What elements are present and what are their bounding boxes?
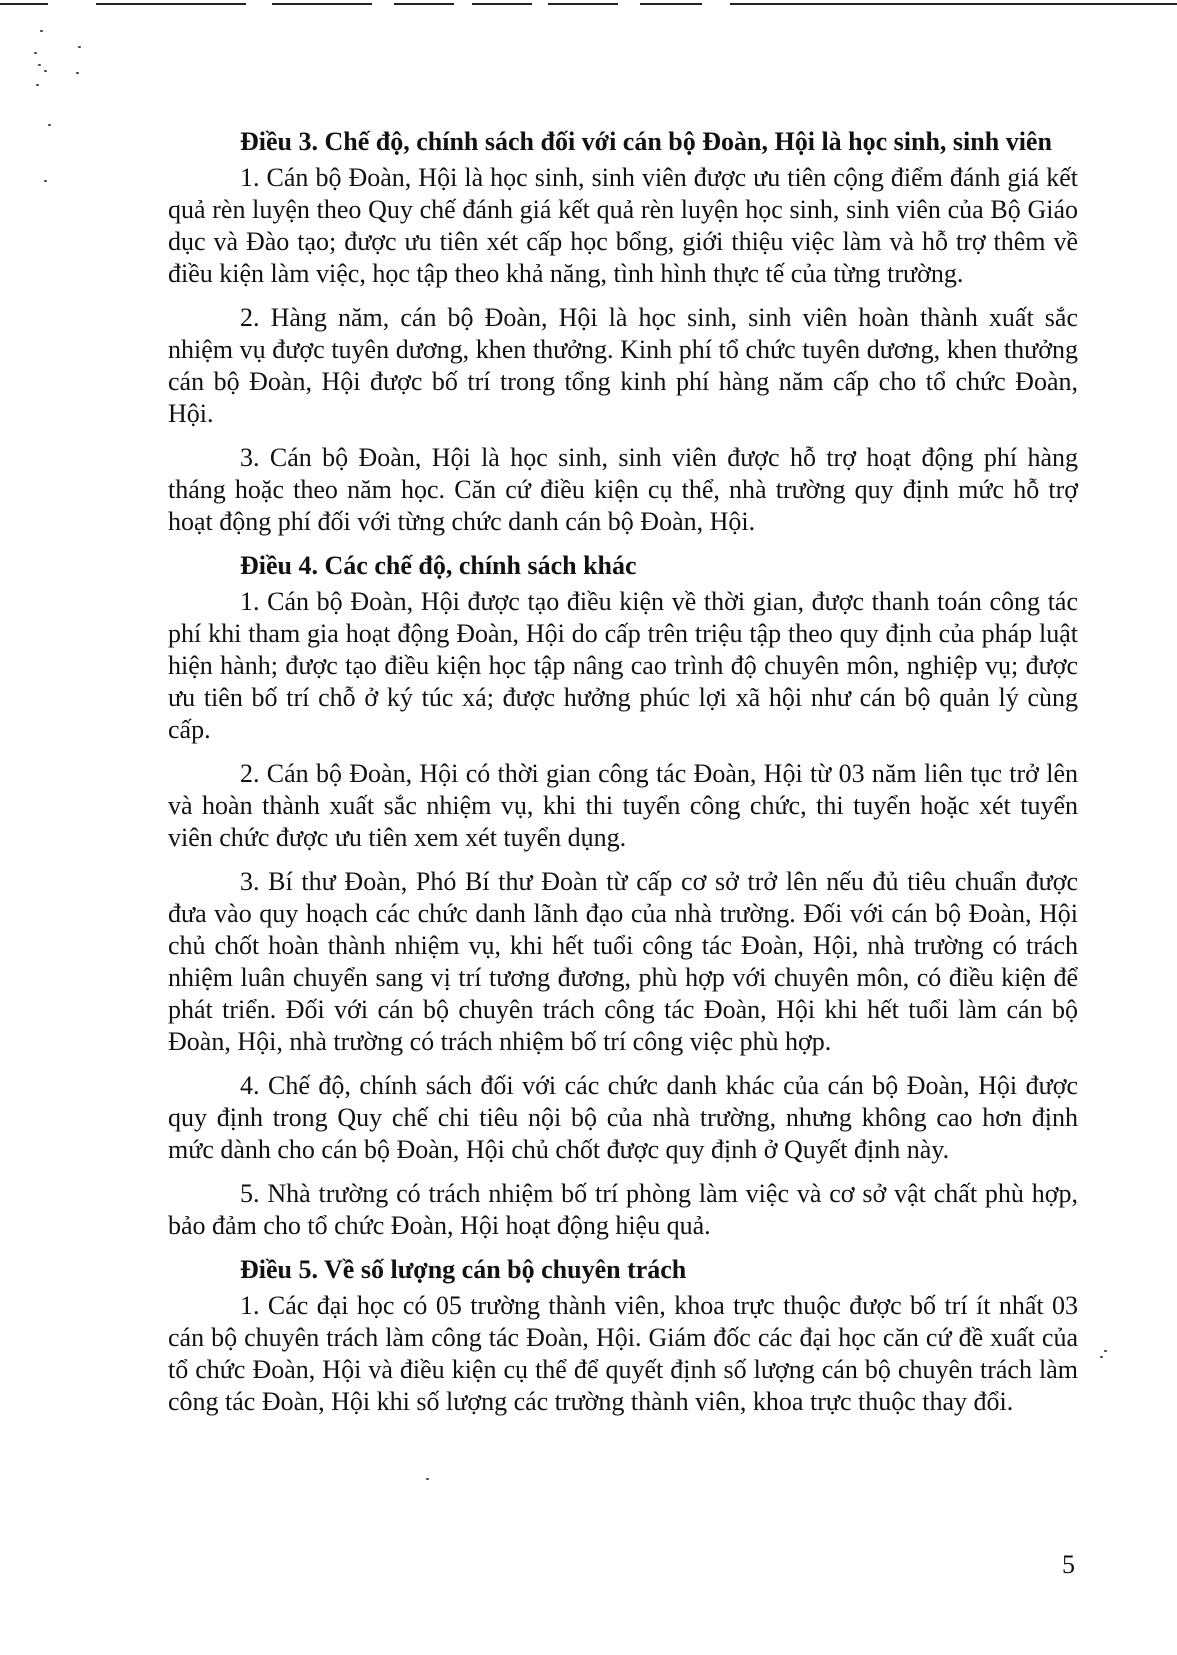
paragraph: 1. Cán bộ Đoàn, Hội được tạo điều kiện về thời gian, được thanh toán công tác phí khi tham gia hoạt động Đoàn, Hội do cấp trên triệu tập theo quy định của pháp luật hiện hành; được tạo điều kiện học tập nâng cao trình độ chuyên môn, nghiệp vụ; được ưu tiên bố trí chỗ ở ký túc xá; được hưởng phúc lợi xã hội như cán bộ quản lý cùng cấp. <box>168 587 1078 744</box>
scan-top-lines <box>0 3 1177 7</box>
paragraph: 5. Nhà trường có trách nhiệm bố trí phòng làm việc và cơ sở vật chất phù hợp, bảo đảm cho tổ chức Đoàn, Hội hoạt động hiệu quả. <box>168 1179 1078 1240</box>
paragraph: 1. Các đại học có 05 trường thành viên, khoa trực thuộc được bố trí ít nhất 03 cán bộ chuyên trách làm công tác Đoàn, Hội. Giám đốc các đại học căn cứ đề xuất của tổ chức Đoàn, Hội và điều kiện cụ thể để quyết định số lượng cán bộ chuyên trách làm công tác Đoàn, Hội khi số lượng các trường thành viên, khoa trực thuộc thay đổi. <box>168 1291 1078 1416</box>
paragraph: 3. Cán bộ Đoàn, Hội là học sinh, sinh viên được hỗ trợ hoạt động phí hàng tháng hoặc theo năm học. Căn cứ điều kiện cụ thể, nhà trường quy định mức hỗ trợ hoạt động phí đối với từng chức danh cán bộ Đoàn, Hội. <box>168 443 1078 536</box>
article-heading: Điều 4. Các chế độ, chính sách khác <box>240 551 637 580</box>
article-4 <box>168 550 1078 1242</box>
paragraph: 2. Hàng năm, cán bộ Đoàn, Hội là học sinh, sinh viên hoàn thành xuất sắc nhiệm vụ được tuyên dương, khen thưởng. Kinh phí tổ chức tuyên dương, khen thưởng cán bộ Đoàn, Hội được bố trí trong tổng kinh phí hàng năm cấp cho tổ chức Đoàn, Hội. <box>168 303 1078 428</box>
article-3 <box>168 126 1078 538</box>
paragraph: 3. Bí thư Đoàn, Phó Bí thư Đoàn từ cấp cơ sở trở lên nếu đủ tiêu chuẩn được đưa vào quy hoạch các chức danh lãnh đạo của nhà trường. Đối với cán bộ Đoàn, Hội chủ chốt hoàn thành nhiệm vụ, khi hết tuổi công tác Đoàn, Hội, nhà trường có trách nhiệm luân chuyển sang vị trí tương đương, phù hợp với chuyên môn, có điều kiện để phát triển. Đối với cán bộ chuyên trách công tác Đoàn, Hội khi hết tuổi làm cán bộ Đoàn, Hội, nhà trường có trách nhiệm bố trí công việc phù hợp. <box>168 867 1078 1056</box>
paragraph: 1. Cán bộ Đoàn, Hội là học sinh, sinh viên được ưu tiên cộng điểm đánh giá kết quả rèn luyện theo Quy chế đánh giá kết quả rèn luyện học sinh, sinh viên của Bộ Giáo dục và Đào tạo; được ưu tiên xét cấp học bổng, giới thiệu việc làm và hỗ trợ thêm về điều kiện làm việc, học tập theo khả năng, tình hình thực tế của từng trường. <box>168 163 1078 288</box>
article-heading: Điều 3. Chế độ, chính sách đối với cán bộ Đoàn, Hội là học sinh, sinh viên <box>240 127 1052 156</box>
document-body <box>168 126 1078 1430</box>
article-heading: Điều 5. Về số lượng cán bộ chuyên trách <box>240 1255 687 1284</box>
paragraph: 2. Cán bộ Đoàn, Hội có thời gian công tác Đoàn, Hội từ 03 năm liên tục trở lên và hoàn thành xuất sắc nhiệm vụ, khi thi tuyển công chức, thi tuyển hoặc xét tuyển viên chức được ưu tiên xem xét tuyển dụng. <box>168 759 1078 852</box>
paragraph: 4. Chế độ, chính sách đối với các chức danh khác của cán bộ Đoàn, Hội được quy định trong Quy chế chi tiêu nội bộ của nhà trường, nhưng không cao hơn định mức dành cho cán bộ Đoàn, Hội chủ chốt được quy định ở Quyết định này. <box>168 1071 1078 1164</box>
page-number: 5 <box>1062 1550 1075 1579</box>
article-5 <box>168 1254 1078 1418</box>
